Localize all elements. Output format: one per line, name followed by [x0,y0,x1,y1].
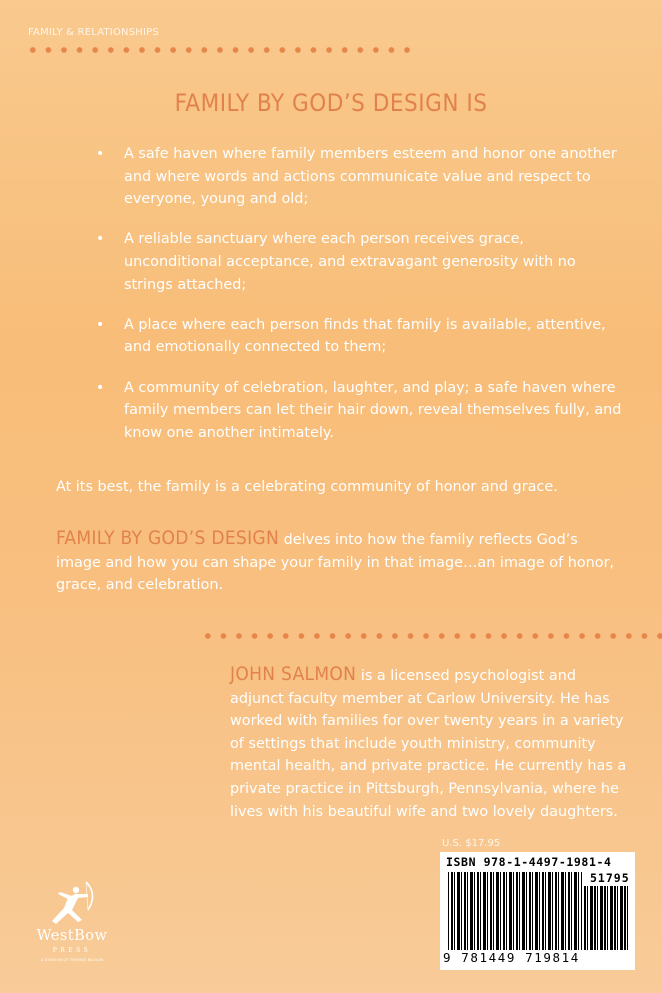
bullet-text: A reliable sanctuary where each person receives grace, unconditional acceptance, and extravagant generosity with no strings attached; [124,231,576,293]
description-text: delves into how the family reflects God’s image and how you can shape your family in that image…an image of honor, grace, and celebration. [56,532,615,594]
bullet-text: A safe haven where family members esteem and honor one another and where words and actions communicate value and respect to everyone, young and old; [124,146,617,208]
bullet-text: A community of celebration, laughter, and play; a safe haven where family members can let their hair down, reveal themselves fully, and know one another intimately. [124,379,622,441]
book-title-callout: FAMILY BY GOD’S DESIGN [56,527,280,549]
barcode-bars [448,872,582,950]
list-item [96,228,626,296]
barcode-addon-bars [584,886,628,950]
bullet-icon: • [96,146,105,162]
bullet-icon: • [96,231,105,248]
barcode-addon-number: 51795 [590,871,630,885]
author-bio-text: is a licensed psychologist and adjunct faculty member at Carlow University. He has worked with families for over twenty years in a variety of settings that include youth ministry, community mental health, and private practice. He currently has a private practice in Pittsburgh, Pennsylvania, where he lives with his beautiful wife and two lovely daughters. [230,668,627,820]
bullet-text: A place where each person finds that family is available, attentive, and emotionally connected to them; [124,316,606,356]
bullet-icon: • [96,379,105,396]
author-bio [230,663,630,823]
publisher-logo [22,880,132,975]
publisher-subtitle: PRESS [52,947,92,954]
bullet-icon: • [96,316,105,333]
publisher-tagline: A DIVISION OF THOMAS NELSON [40,958,104,962]
dotted-divider-middle [200,632,662,640]
description-paragraph [56,527,626,597]
dotted-divider-top [25,46,410,54]
bullet-list [96,143,626,462]
archer-icon [42,880,102,928]
ean-number: 9 781449 719814 [443,950,580,965]
author-name: JOHN SALMON [230,663,357,685]
list-item [96,143,626,211]
list-item [96,377,626,445]
price-label: U.S. $17.95 [442,838,501,849]
category-label: FAMILY & RELATIONSHIPS [28,27,159,38]
summary-paragraph: At its best, the family is a celebrating community of honor and grace. [56,479,558,495]
publisher-name: WestBow [36,928,108,944]
list-item [96,314,626,359]
section-heading: FAMILY BY GOD’S DESIGN IS [174,89,488,117]
isbn-number: ISBN 978-1-4497-1981-4 [446,855,612,869]
barcode [440,852,635,970]
